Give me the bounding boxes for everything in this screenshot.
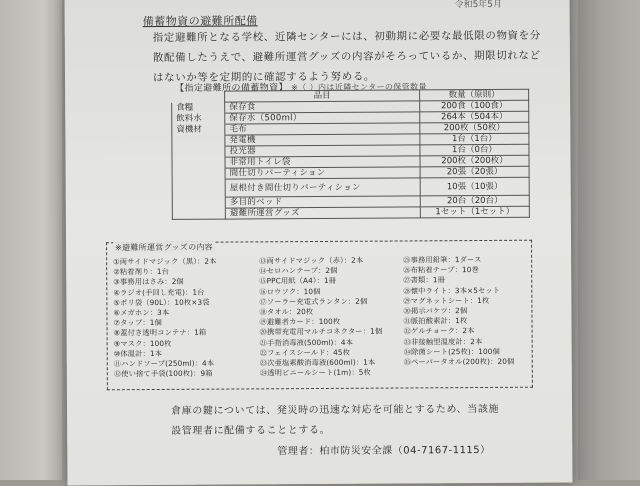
item-cell: 間仕切りパーティション [225,167,420,179]
qty-cell: 20張（20張） [420,166,529,178]
item-cell: 毛布 [225,123,420,135]
list-item: ⑤ポリ袋（90L）：10枚×3袋 [113,297,210,308]
goods-column-1 [113,257,217,380]
category-blank [172,157,225,168]
list-item: ㉓次亜塩素酸消毒液(600ml)：1本 [259,357,376,368]
section-title: 備蓄物資の避難所配備 [142,14,258,29]
qty-cell: 1セット（1セット） [420,206,529,218]
list-item: ⑭セロハンテープ：2個 [259,266,338,276]
list-item: ㉖布粘着テープ：10巻 [403,265,479,275]
goods-title: ※避難所運営グッズの内容 [113,242,215,254]
category-water: 飲料水 [172,113,225,124]
intro-paragraph: 指定避難所となる学校、近隣センターには、初動期に必要な最低限の物資を分散配備したうえで、避難所運営グッズの内容がそろっているか、期限切れなどはないか等を定期的に確認するよう努める。 [152,29,541,85]
list-item: ㉛脈拍酸素計：1枚 [403,316,468,326]
list-item: ㉝非接触型温度計：2本 [403,336,483,347]
list-item: ②粘着剤り：1台 [113,267,169,277]
list-item: ③事務用はさみ：2個 [113,277,184,287]
list-item: ㉟ペーパータオル(200枚)：20個 [403,356,515,367]
qty-cell: 264本（504本） [420,111,529,123]
category-food: 食糧 [172,102,225,113]
item-cell: 多目的ベッド [225,196,420,208]
goods-column-2 [259,256,382,379]
list-item: ⑬両サイドマジック（赤）：2本 [259,255,364,266]
list-item: ㉙マグネットシート：1枚 [403,295,490,306]
list-item: ㉚掲示バケツ：2個 [403,306,468,316]
item-cell: 非常用トイレ袋 [225,156,420,168]
footer-paragraph: 倉庫の鍵については、発災時の迅速な対応を可能とするため、当該施設管理者に配備することとする。 [171,403,500,437]
list-item: ⑲避難者カード：100枚 [259,317,341,327]
list-item: ㉗書類：1冊 [403,275,446,285]
table-note: ※（ ）内は近隣センターの保管数量 [291,82,427,93]
list-item: ㉕事務用鉛筆：1ダース [403,255,482,265]
list-item: ⑪ハンドソープ(250ml)：4本 [113,358,215,369]
manager-contact: 管理者：柏市防災安全課（04-7167-1115） [277,444,491,458]
list-item: ⑮PPC用紙（A4）：1冊 [259,276,337,286]
item-cell: 発電機 [225,134,420,146]
list-item: ㉞除菌シート(25枚)：100個 [403,346,500,357]
date-fragment: 令和5年5月 [454,0,503,11]
list-item: ⑱タオル：20枚 [259,307,314,317]
qty-cell: 1台（1台） [420,133,529,145]
table-row [172,177,529,197]
qty-cell: 1台（0台） [420,144,529,156]
list-item: ㉜ゲルチョーク：2本 [403,326,475,336]
list-item: ⑫使い捨て手袋(100枚)：9箱 [113,368,213,379]
category-blank [172,168,225,179]
list-item: ⑧蓋付き透明コンテナ：1箱 [113,328,207,338]
list-item: ⑨マスク：100枚 [113,338,172,348]
header-item: 品目 [225,90,420,102]
category-blank [172,197,225,208]
category-blank [172,208,225,219]
list-item: ⑥メガホン：3本 [113,307,170,318]
posted-document [65,0,573,486]
list-item: ⑯ロウソク：10個 [259,286,321,296]
qty-cell: 10張（10張） [420,177,529,196]
wall-right [578,0,640,480]
list-item: ⑰ソーラー充電式ランタン：2個 [259,296,368,307]
item-cell: 避難所運営グッズ [225,207,420,219]
list-item: ㉘懐中ライト：3本×5セット [403,285,501,296]
wall-left [0,0,62,480]
category-blank [172,135,225,146]
item-cell: 保存食 [225,101,420,113]
qty-cell: 200枚（200枚） [420,155,529,167]
goods-box [106,240,533,391]
list-item: ㉔透明ビニールシート(1m)：5枚 [259,367,371,378]
qty-cell: 20台（20台） [420,195,529,207]
list-item: ④ラジオ(手回し充電)：1台 [113,287,205,297]
table-row [172,206,529,219]
goods-column-3 [403,255,514,368]
list-item: ①両サイドマジック（黒）：2本 [113,256,217,267]
qty-cell: 200枚（50枚） [420,122,529,134]
list-item: ⑩体温計：1本 [113,348,163,359]
header-qty: 数量（原則） [420,89,529,101]
category-equipment: 資機材 [172,124,225,135]
item-cell: 屋根付き間仕切りパーティション [225,178,420,197]
list-item: ⑳携帯充電用マルチコネクター：1個 [259,327,383,337]
list-item: ㉑手指消毒液(500ml)：4本 [259,337,354,347]
list-item: ⑦タップ：1個 [113,318,162,328]
header-blank [172,91,225,102]
category-blank [172,146,225,157]
item-cell: 投光器 [225,145,420,157]
table-heading: 【指定避難所の備蓄物資】 [175,83,288,94]
item-cell: 保存水（500ml） [225,112,420,124]
list-item: ㉒フェイスシールド：45枚 [259,347,351,358]
category-blank [172,179,225,197]
stock-table [171,89,530,220]
qty-cell: 200食（100食） [420,100,529,112]
